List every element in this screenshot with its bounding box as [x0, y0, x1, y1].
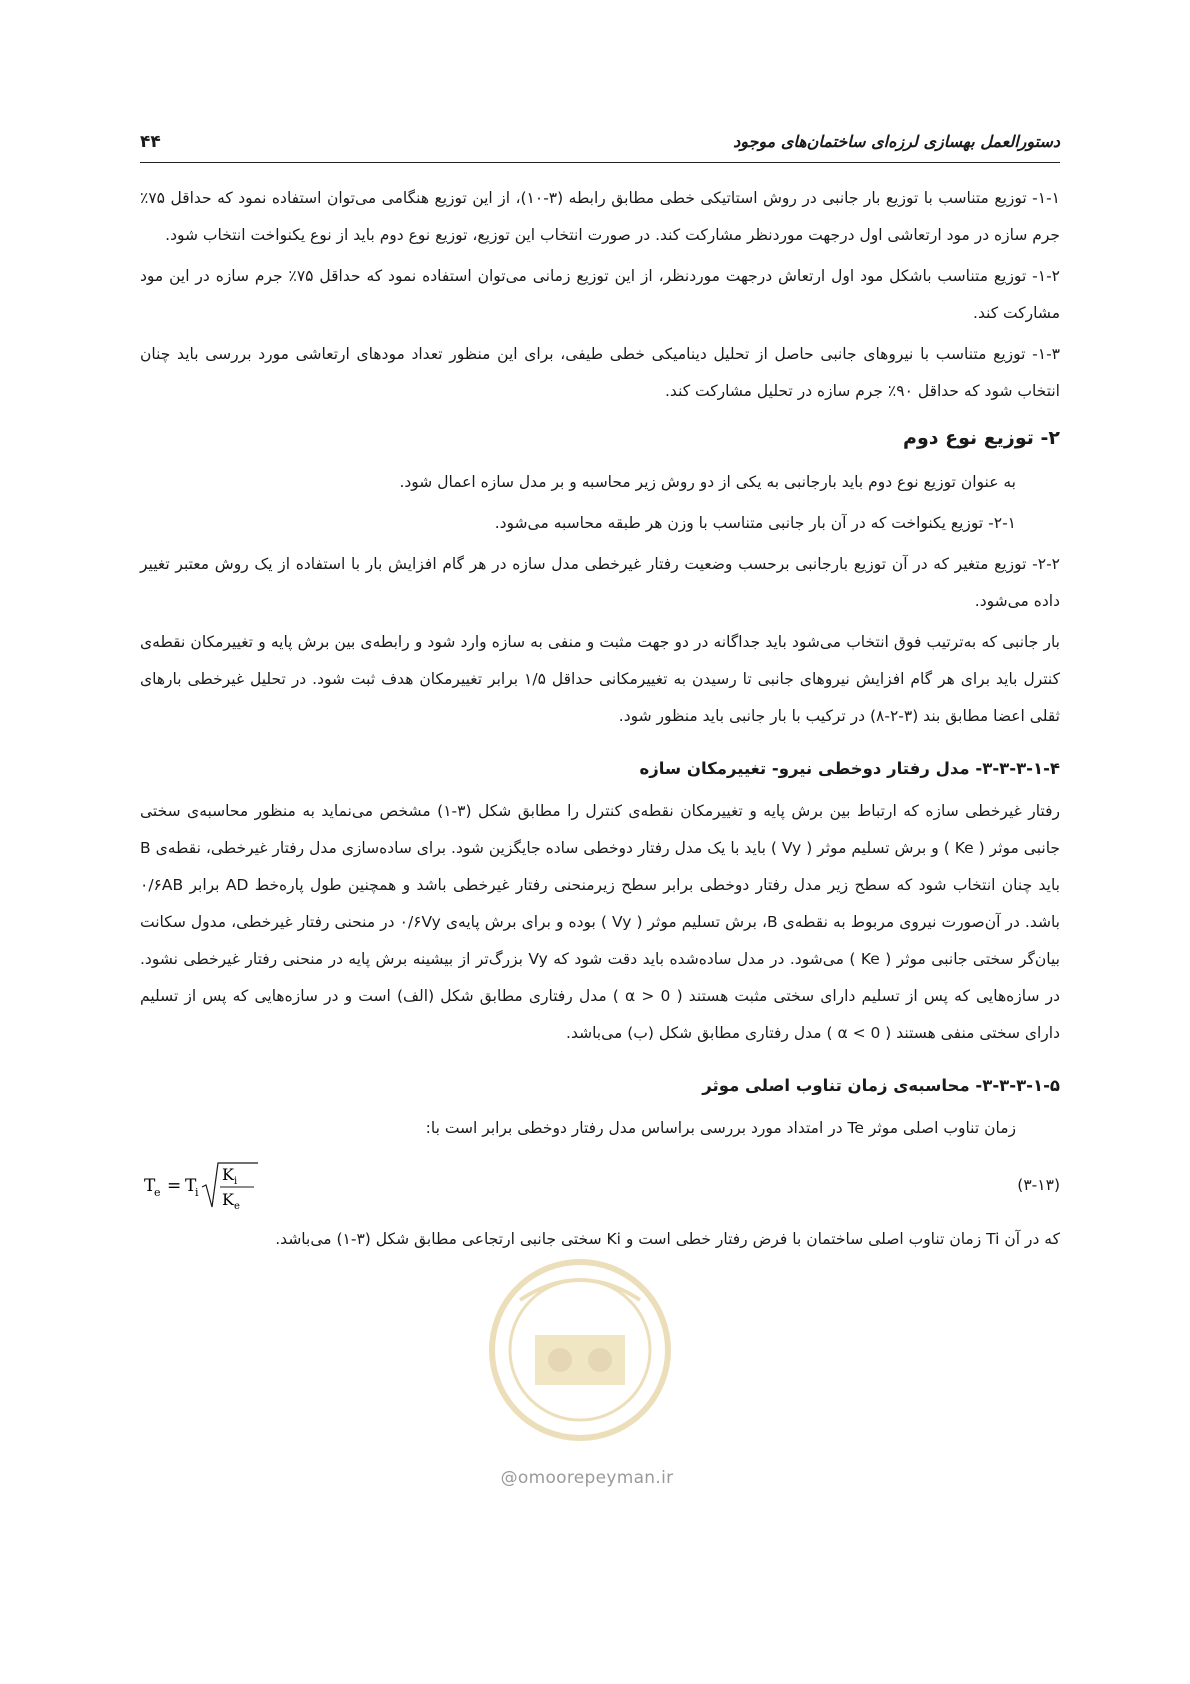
- equation-3-13: [140, 1151, 1060, 1215]
- svg-text:i: i: [195, 1186, 199, 1199]
- paragraph-type2-intro: به عنوان توزیع نوع دوم باید بارجانبی به یکی از دو روش زیر محاسبه و بر مدل سازه اعمال شود.: [399, 473, 1016, 491]
- svg-text:=: =: [167, 1176, 182, 1196]
- paragraph-bilinear-model: رفتار غیرخطی سازه که ارتباط بین برش پایه و تغییرمکان نقطه‌ی کنترل را مطابق شکل (۳-۱) مشخص می‌نماید به منظور محاسبه‌ی سختی جانبی موثر ( Ke ) و برش تسلیم موثر ( Vy ) باید با یک مدل رفتار دوخطی ساده جایگزین شود. برای ساده‌سازی مدل رفتار غیرخطی، نقطه‌ی B باید چنان انتخاب شود که سطح زیر مدل رفتار دوخطی برابر سطح زیرمنحنی رفتار غیرخطی باشد و همچنین طول پاره‌خط AD برابر ۰/۶AB باشد. در آن‌صورت نیروی مربوط به نقطه‌ی B، برش تسلیم موثر ( Vy ) بوده و برای برش پایه‌ی ۰/۶Vy در منحنی رفتار غیرخطی، مدول سکانت بیان‌گر سختی جانبی موثر ( Ke ) می‌شود. در مدل ساده‌شده باید دقت شود که Vy بزرگ‌تر از بیشینه برش پایه در منحنی رفتار غیرخطی نشود. در سازه‌هایی که پس از تسلیم دارای سختی مثبت هستند ( α > 0 ) مدل رفتاری مطابق شکل (الف) است و در سازه‌هایی که پس از تسلیم دارای سختی منفی هستند ( α < 0 ) مدل رفتاری مطابق شکل (ب) می‌باشد.: [140, 802, 1060, 1042]
- paragraph-2-1: ۲-۱- توزیع یکنواخت که در آن بار جانبی متناسب با وزن هر طبقه محاسبه می‌شود.: [494, 514, 1016, 532]
- paragraph-2-2: ۲-۲- توزیع متغیر که در آن توزیع بارجانبی برحسب وضعیت رفتار غیرخطی مدل سازه در هر گام افزایش بار با استفاده از یک روش معتبر تغییر داده می‌شود.: [140, 555, 1060, 610]
- heading-effective-period: ۳-۳-۳-۱-۵- محاسبه‌ی زمان تناوب اصلی موثر: [702, 1076, 1060, 1095]
- page-body: [140, 180, 1060, 1262]
- svg-text:e: e: [234, 1201, 240, 1212]
- paragraph-period-definition: که در آن Ti زمان تناوب اصلی ساختمان با فرض رفتار خطی است و Ki سختی جانبی ارتجاعی مطابق شکل (۳-۱) می‌باشد.: [275, 1230, 1060, 1248]
- effective-period-equation: [140, 1157, 290, 1215]
- equation-number: (۳-۱۳): [1017, 1176, 1060, 1194]
- paragraph-1-3: ۱-۳- توزیع متناسب با نیروهای جانبی حاصل از تحلیل دینامیکی خطی طیفی، برای این منظور تعداد مودهای ارتعاشی مورد بررسی باید چنان انتخاب شود که حداقل ۹۰٪ جرم سازه در تحلیل مشارکت کند.: [140, 345, 1060, 400]
- watermark-site: @omoorepeyman.ir: [500, 1468, 674, 1488]
- gear-seal-icon: [480, 1240, 680, 1460]
- heading-type2-distribution: ۲- توزیع نوع دوم: [903, 427, 1060, 449]
- running-title: دستورالعمل بهسازی لرزه‌ای ساختمان‌های موجود: [733, 132, 1060, 151]
- paragraph-1-2: ۱-۲- توزیع متناسب باشکل مود اول ارتعاش درجهت موردنظر، از این توزیع زمانی می‌توان استفاده نمود که حداقل ۷۵٪ جرم سازه در این مود مشارکت کند.: [140, 267, 1060, 322]
- paragraph-1-1: ۱-۱- توزیع متناسب با توزیع بار جانبی در روش استاتیکی خطی مطابق رابطه (۳-۱۰)، از این توزیع هنگامی می‌توان استفاده نمود که حداقل ۷۵٪ جرم سازه در مود ارتعاشی اول درجهت موردنظر مشارکت کند. در صورت انتخاب این توزیع، توزیع نوع دوم باید از نوع یکنواخت انتخاب شود.: [140, 189, 1061, 244]
- page-header: [140, 128, 1060, 163]
- svg-text:i: i: [234, 1176, 238, 1187]
- svg-text:K: K: [222, 1190, 234, 1209]
- paragraph-lateral-load: بار جانبی که به‌ترتیب فوق انتخاب می‌شود باید جداگانه در دو جهت مثبت و منفی به سازه وارد شود و رابطه‌ی بین برش پایه و تغییرمکان نقطه‌ی کنترل باید برای هر گام افزایش نیروهای جانبی تا رسیدن به تغییرمکانی حداقل ۱/۵ برابر تغییرمکان هدف ثبت شود. در تحلیل غیرخطی بارهای ثقلی اعضا مطابق بند (۳-۲-۸) در ترکیب با بار جانبی باید منظور شود.: [140, 633, 1060, 725]
- svg-text:T: T: [185, 1176, 197, 1196]
- paragraph-effective-period: زمان تناوب اصلی موثر Te در امتداد مورد بررسی براساس مدل رفتار دوخطی برابر است با:: [425, 1119, 1016, 1137]
- heading-bilinear-model: ۳-۳-۳-۱-۴- مدل رفتار دوخطی نیرو- تغییرمکان سازه: [639, 759, 1060, 778]
- page-number: ۴۴: [140, 132, 161, 152]
- svg-text:e: e: [154, 1186, 161, 1199]
- svg-text:T: T: [144, 1176, 156, 1196]
- svg-text:K: K: [222, 1165, 234, 1184]
